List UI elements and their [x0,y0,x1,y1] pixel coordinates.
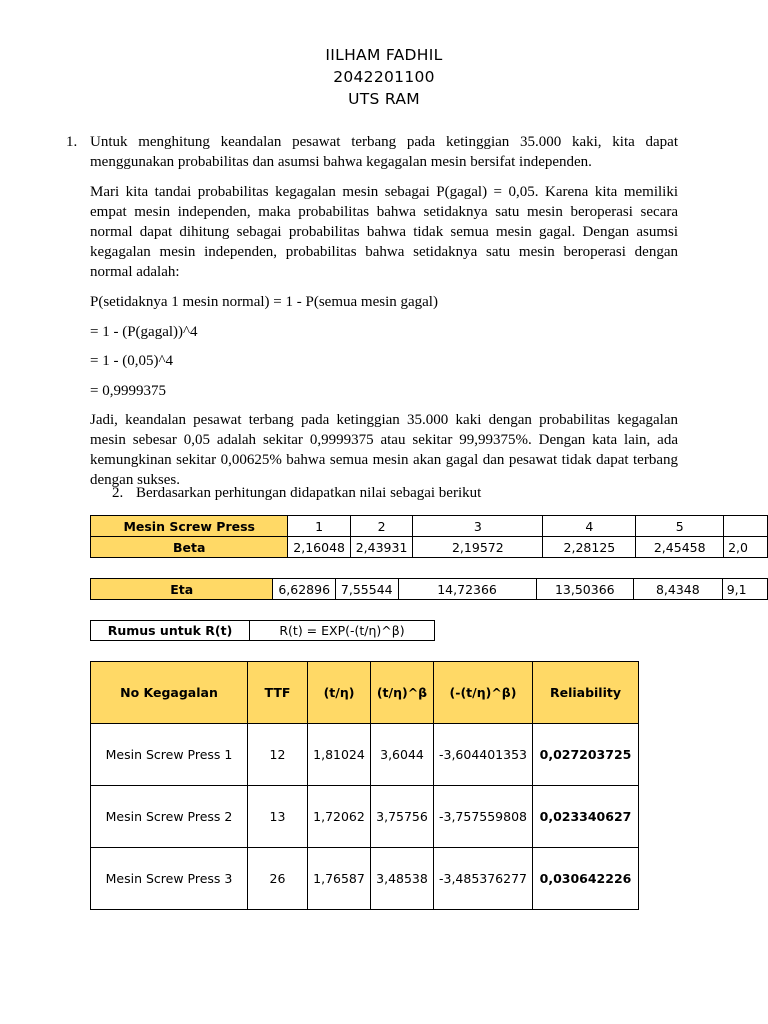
eta-value-cell: 14,72366 [398,579,536,600]
column-header-cell: Reliability [533,662,639,724]
table-row [91,724,639,786]
column-header-cell: (-(t/η)^β) [434,662,533,724]
beta-value-cell: 2,28125 [543,537,636,558]
author-name: IILHAM FADHIL [325,46,443,64]
column-header-cell: 4 [543,516,636,537]
table-row [91,786,639,848]
paragraph-intro: Untuk menghitung keandalan pesawat terbang pada ketinggian 35.000 kaki, kita dapat menggunakan probabilitas dan asumsi bahwa kegagalan mesin bersifat independen. [90,134,678,170]
formula-table [90,620,435,641]
formula-line-2: = 1 - (P(gagal))^4 [90,323,198,340]
question-2 [112,485,481,502]
table-cell: -3,757559808 [434,786,533,848]
table-cell: 0,030642226 [533,848,639,910]
beta-value-cell: 2,0 [724,537,768,558]
table-cell: Mesin Screw Press 2 [91,786,248,848]
question-2-number: 2. [112,485,124,501]
table-cell: 1,81024 [308,724,371,786]
question-1-number: 1. [66,134,78,150]
table-cell: 0,027203725 [533,724,639,786]
eta-value-cell: 6,62896 [273,579,336,600]
eta-value-cell: 13,50366 [536,579,633,600]
question-2-text: Berdasarkan perhitungan didapatkan nilai sebagai berikut [136,485,482,501]
table-cell: 1,76587 [308,848,371,910]
formula-line-4: = 0,9999375 [90,382,166,399]
table-cell: 12 [248,724,308,786]
paragraph-conclusion: Jadi, keandalan pesawat terbang pada ketinggian 35.000 kaki dengan probabilitas kegagalan mesin sebesar 0,05 adalah sekitar 0,9999375 atau sekitar 99,99375%. Dengan kata lain, ada kemungkinan sekitar 0,00625% bahwa semua mesin akan gagal dan pesawat tidak dapat terbang dengan sukses. [90,412,678,488]
table-cell: 3,75756 [371,786,434,848]
table-cell: 3,48538 [371,848,434,910]
beta-value-cell: 2,16048 [288,537,350,558]
table-cell: Mesin Screw Press 3 [91,848,248,910]
table-row [91,621,435,641]
table-cell: 1,72062 [308,786,371,848]
student-id: 2042201100 [333,68,435,86]
table-row [91,516,768,537]
column-header-cell: (t/η)^β [371,662,434,724]
question-1 [66,132,678,500]
formula-line-3: = 1 - (0,05)^4 [90,353,173,369]
reliability-table [90,661,639,910]
parameter-table [90,515,768,558]
eta-value-cell: 8,4348 [633,579,722,600]
beta-value-cell: 2,43931 [350,537,412,558]
table-cell: 13 [248,786,308,848]
formula-line-1: P(setidaknya 1 mesin normal) = 1 - P(semua mesin gagal) [90,294,438,310]
formula-label-cell: Rumus untuk R(t) [91,621,250,641]
beta-label-cell: Beta [91,537,288,558]
table-row [91,848,639,910]
column-header-cell [724,516,768,537]
eta-table [90,578,768,600]
formula-value-cell: R(t) = EXP(-(t/η)^β) [250,621,435,641]
column-header-cell: TTF [248,662,308,724]
column-header-cell: 3 [413,516,543,537]
eta-label-cell: Eta [91,579,273,600]
column-header-cell: 5 [636,516,724,537]
table-header-row [91,662,639,724]
document-header [0,44,768,110]
paragraph-assumption: Mari kita tandai probabilitas kegagalan mesin sebagai P(gagal) = 0,05. Karena kita memiliki empat mesin independen, maka probabilitas bahwa setidaknya satu mesin beroperasi secara normal dapat dihitung sebagai probabilitas bahwa tidak semua mesin gagal. Dengan asumsi kegagalan mesin independen, probabilitas bahwa setidaknya satu mesin beroperasi dengan normal adalah: [90,184,678,280]
table-cell: 26 [248,848,308,910]
table-cell: Mesin Screw Press 1 [91,724,248,786]
eta-value-cell: 9,1 [722,579,767,600]
machine-label-cell: Mesin Screw Press [91,516,288,537]
column-header-cell: 1 [288,516,350,537]
table-cell: -3,485376277 [434,848,533,910]
table-row [91,537,768,558]
beta-value-cell: 2,45458 [636,537,724,558]
table-cell: 3,6044 [371,724,434,786]
table-row [91,579,768,600]
column-header-cell: No Kegagalan [91,662,248,724]
table-cell: 0,023340627 [533,786,639,848]
document-subtitle: UTS RAM [348,90,420,108]
question-1-body [90,132,678,490]
eta-value-cell: 7,55544 [335,579,398,600]
column-header-cell: (t/η) [308,662,371,724]
table-cell: -3,604401353 [434,724,533,786]
column-header-cell: 2 [350,516,412,537]
beta-value-cell: 2,19572 [413,537,543,558]
